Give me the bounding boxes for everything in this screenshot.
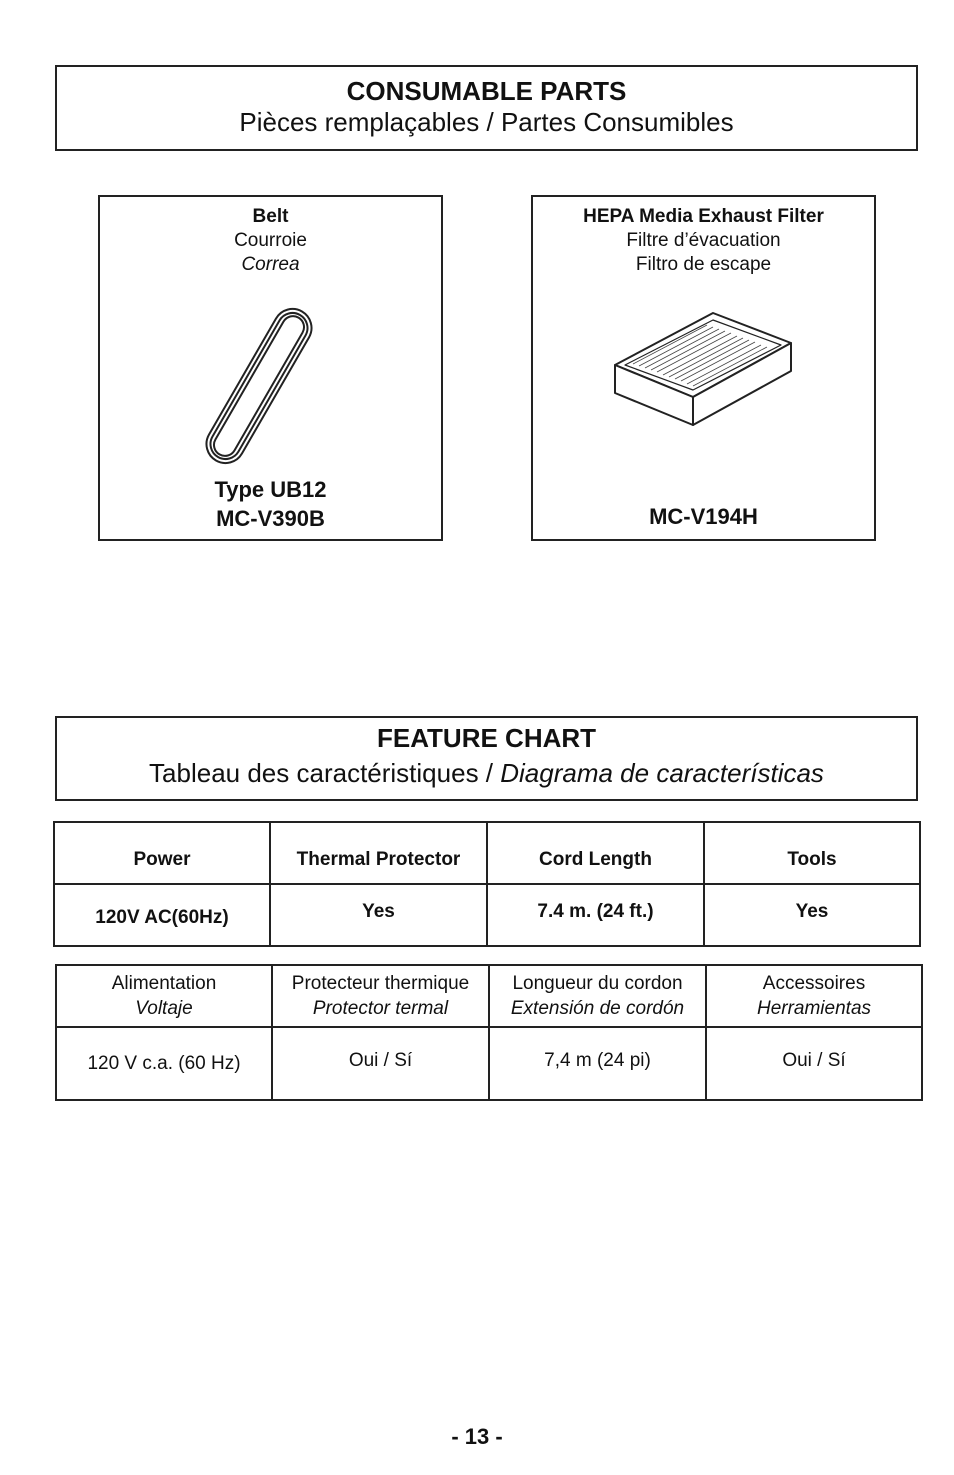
belt-model-number: MC-V390B <box>216 506 325 531</box>
consumable-parts-title: CONSUMABLE PARTS <box>346 76 627 106</box>
feature-chart-title: FEATURE CHART <box>376 723 597 753</box>
header-tools: Tools <box>704 822 920 884</box>
belt-name: Belt <box>252 206 289 227</box>
header-es: Herramientas <box>756 998 872 1019</box>
header-alimentation <box>56 965 272 1027</box>
feature-chart-subtitle-es: Diagrama de características <box>500 758 824 788</box>
belt-illustration <box>184 305 334 467</box>
header-longueur-du-cordon <box>489 965 706 1027</box>
consumable-parts-header <box>55 65 918 151</box>
feature-table-english <box>53 821 921 947</box>
header-accessoires <box>706 965 922 1027</box>
header-protecteur-thermique <box>272 965 489 1027</box>
table-row <box>54 884 920 946</box>
feature-table-french-spanish <box>55 964 923 1101</box>
header-es: Extensión de cordón <box>510 998 685 1019</box>
value-power: 120V AC(60Hz) <box>54 884 270 946</box>
belt-type: Type UB12 <box>214 477 327 502</box>
table-row <box>56 1027 922 1100</box>
feature-chart-subtitle <box>57 757 916 789</box>
value-cord-length: 7.4 m. (24 ft.) <box>487 884 704 946</box>
value-alimentation: 120 V c.a. (60 Hz) <box>56 1027 272 1100</box>
filter-part-box <box>531 195 876 541</box>
header-power: Power <box>54 822 270 884</box>
page-number: - 13 - <box>451 1424 503 1449</box>
header-thermal-protector: Thermal Protector <box>270 822 487 884</box>
belt-part-box <box>98 195 443 541</box>
value-accessoires: Oui / Sí <box>706 1027 922 1100</box>
value-thermal-protector: Yes <box>270 884 487 946</box>
filter-name-fr: Filtre d’évacuation <box>626 230 781 251</box>
belt-name-es: Correa <box>241 254 300 275</box>
header-fr: Accessoires <box>762 973 866 994</box>
header-fr: Alimentation <box>111 973 217 994</box>
header-es: Voltaje <box>135 998 193 1019</box>
feature-chart-subtitle-fr: Tableau des caractéristiques / <box>149 758 501 788</box>
value-longueur-du-cordon: 7,4 m (24 pi) <box>489 1027 706 1100</box>
table-header-row <box>54 822 920 884</box>
filter-name-es: Filtro de escape <box>635 254 772 275</box>
feature-chart-header <box>55 716 918 801</box>
header-fr: Protecteur thermique <box>291 973 470 994</box>
belt-name-fr: Courroie <box>234 230 307 251</box>
header-es: Protector termal <box>312 998 449 1019</box>
header-fr: Longueur du cordon <box>512 973 683 994</box>
table-header-row <box>56 965 922 1027</box>
header-cord-length: Cord Length <box>487 822 704 884</box>
consumable-parts-subtitle: Pièces remplaçables / Partes Consumibles <box>239 107 734 137</box>
filter-name: HEPA Media Exhaust Filter <box>583 206 824 227</box>
value-tools: Yes <box>704 884 920 946</box>
value-protecteur-thermique: Oui / Sí <box>272 1027 489 1100</box>
filter-model-number: MC-V194H <box>649 504 758 529</box>
hepa-filter-illustration <box>611 309 795 433</box>
